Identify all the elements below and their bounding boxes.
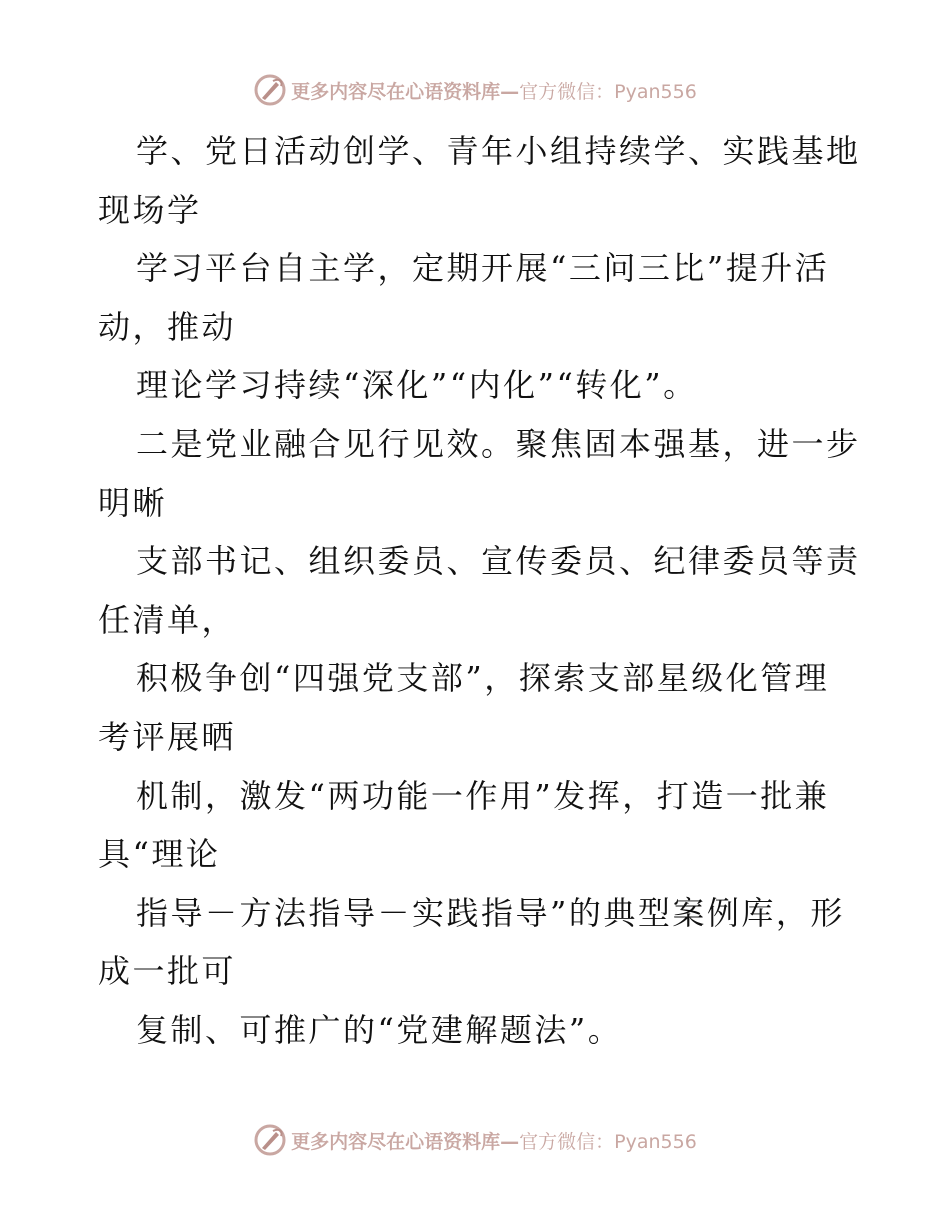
body-line: 支部书记、组织委员、宣传委员、纪律委员等责 xyxy=(136,542,861,581)
document-body xyxy=(98,122,861,1060)
header-wechat-text: 官方微信：Pyan556 xyxy=(519,80,697,103)
body-line: 明晰 xyxy=(98,483,168,522)
header-watermark xyxy=(0,70,950,110)
footer-watermark xyxy=(0,1120,950,1160)
quill-seal-logo-icon xyxy=(253,1123,287,1157)
body-line: 二是党业融合见行见效。聚焦固本强基，进一步 xyxy=(136,424,861,463)
footer-wechat-text: 官方微信：Pyan556 xyxy=(519,1130,697,1153)
body-line: 机制，激发“两功能一作用”发挥，打造一批兼 xyxy=(136,776,830,815)
body-line: 任清单， xyxy=(98,600,237,639)
body-line: 学习平台自主学，定期开展“三问三比”提升活 xyxy=(136,249,830,288)
body-line: 具“理论 xyxy=(98,835,221,874)
body-line: 积极争创“四强党支部”，探索支部星级化管理 xyxy=(136,659,830,698)
body-line: 现场学 xyxy=(98,190,202,229)
body-line: 学、党日活动创学、青年小组持续学、实践基地 xyxy=(136,132,861,170)
header-brand-text: 更多内容尽在心语资料库— xyxy=(291,80,520,103)
body-line: 理论学习持续“深化”“内化”“转化”。 xyxy=(136,366,698,405)
body-line: 动，推动 xyxy=(98,307,237,346)
quill-seal-logo-icon xyxy=(253,73,287,107)
body-line: 考评展晒 xyxy=(98,717,237,756)
footer-brand-text: 更多内容尽在心语资料库— xyxy=(291,1130,520,1153)
body-line: 指导－方法指导－实践指导”的典型案例库，形 xyxy=(136,893,845,932)
body-line: 成一批可 xyxy=(98,952,237,991)
body-line: 复制、可推广的“党建解题法”。 xyxy=(136,1010,623,1049)
